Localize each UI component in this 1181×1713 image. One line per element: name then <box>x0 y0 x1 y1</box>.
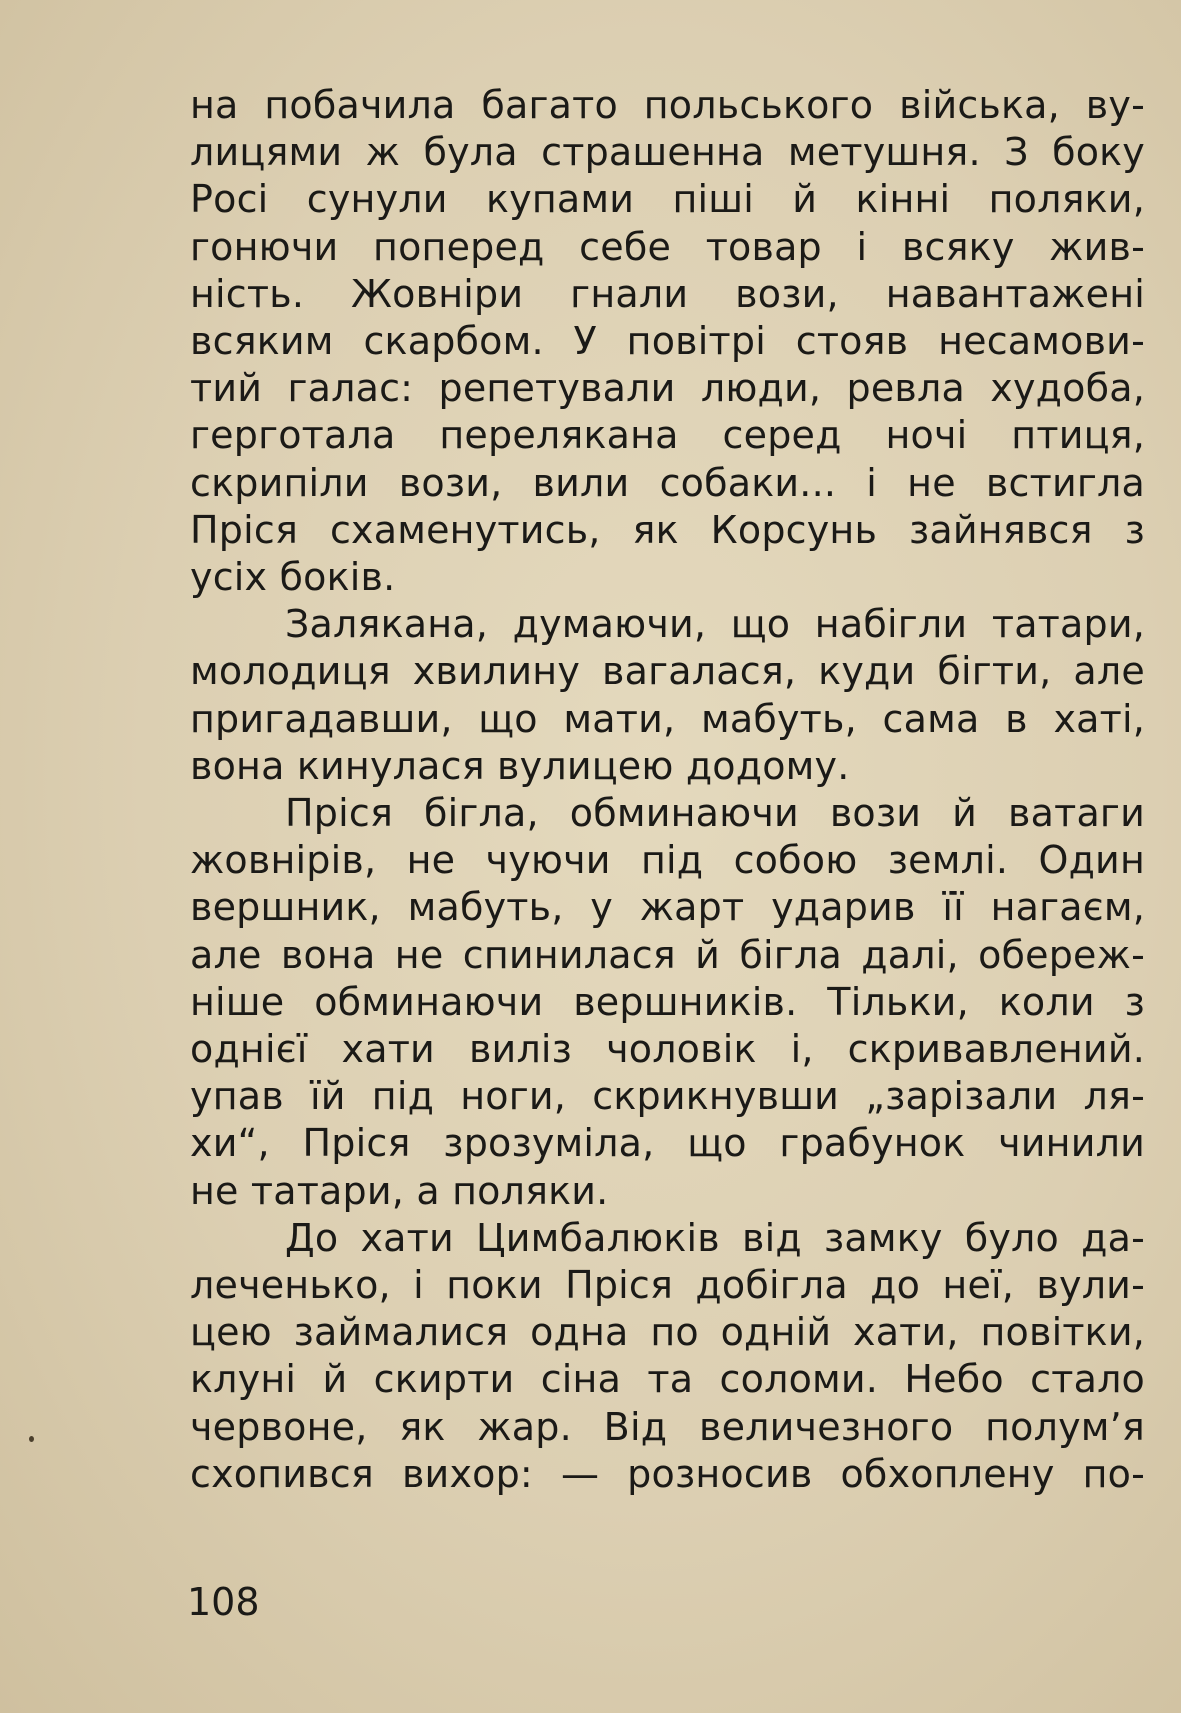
text-line: лицями ж була страшенна метушня. З боку <box>190 130 1145 175</box>
text-line: вершник, мабуть, у жарт ударив її нагаєм, <box>190 885 1145 930</box>
text-line: До хати Цимбалюків від замку було да- <box>285 1215 1145 1260</box>
text-line: схопився вихор: — розносив обхоплену по- <box>190 1451 1145 1496</box>
text-line: тий галас: репетували люди, ревла худоба, <box>190 366 1145 411</box>
text-line: вона кинулася вулицею додому. <box>190 743 850 788</box>
text-line: ніше обминаючи вершників. Тільки, коли з <box>190 979 1145 1024</box>
text-line: клуні й скирти сіна та соломи. Небо стало <box>190 1357 1145 1402</box>
text-line: скрипіли вози, вили собаки... і не встигла <box>190 460 1145 505</box>
text-line: пригадавши, що мати, мабуть, сама в хаті, <box>190 696 1145 741</box>
page-number: 108 <box>187 1580 260 1624</box>
text-line: Пріся бігла, обминаючи вози й ватаги <box>285 791 1145 836</box>
text-line: Залякана, думаючи, що набігли татари, <box>285 602 1145 647</box>
text-line: герготала перелякана серед ночі птиця, <box>190 413 1145 458</box>
text-line: не татари, а поляки. <box>190 1168 609 1213</box>
text-line: усіх боків. <box>190 555 396 600</box>
text-line: ність. Жовніри гнали вози, навантажені <box>190 271 1145 316</box>
text-line: Пріся схаменутись, як Корсунь зайнявся з <box>190 507 1145 552</box>
text-line: всяким скарбом. У повітрі стояв несамови- <box>190 319 1145 364</box>
text-line: Росі сунули купами піші й кінні поляки, <box>190 177 1145 222</box>
text-line: молодиця хвилину вагалася, куди бігти, але <box>190 649 1145 694</box>
text-line: на побачила багато польського війська, ву- <box>190 83 1145 127</box>
text-line: червоне, як жар. Від величезного полум’я <box>190 1404 1145 1449</box>
text-line: упав їй під ноги, скрикнувши „зарізали ля- <box>190 1074 1145 1119</box>
text-line: жовнірів, не чуючи під собою землі. Один <box>190 838 1145 883</box>
text-line: леченько, і поки Пріся добігла до неї, вули- <box>190 1263 1145 1308</box>
text-line: цею займалися одна по одній хати, повітки, <box>190 1310 1145 1355</box>
text-line: але вона не спинилася й бігла далі, обереж- <box>190 932 1145 977</box>
body-text <box>190 82 1145 1498</box>
text-line: гонючи поперед себе товар і всяку жив- <box>190 224 1145 269</box>
text-line: однієї хати виліз чоловік і, скривавлений. <box>190 1027 1145 1072</box>
text-line: хи“, Пріся зрозуміла, що грабунок чинили <box>190 1121 1145 1166</box>
paper-speck <box>29 1436 34 1442</box>
